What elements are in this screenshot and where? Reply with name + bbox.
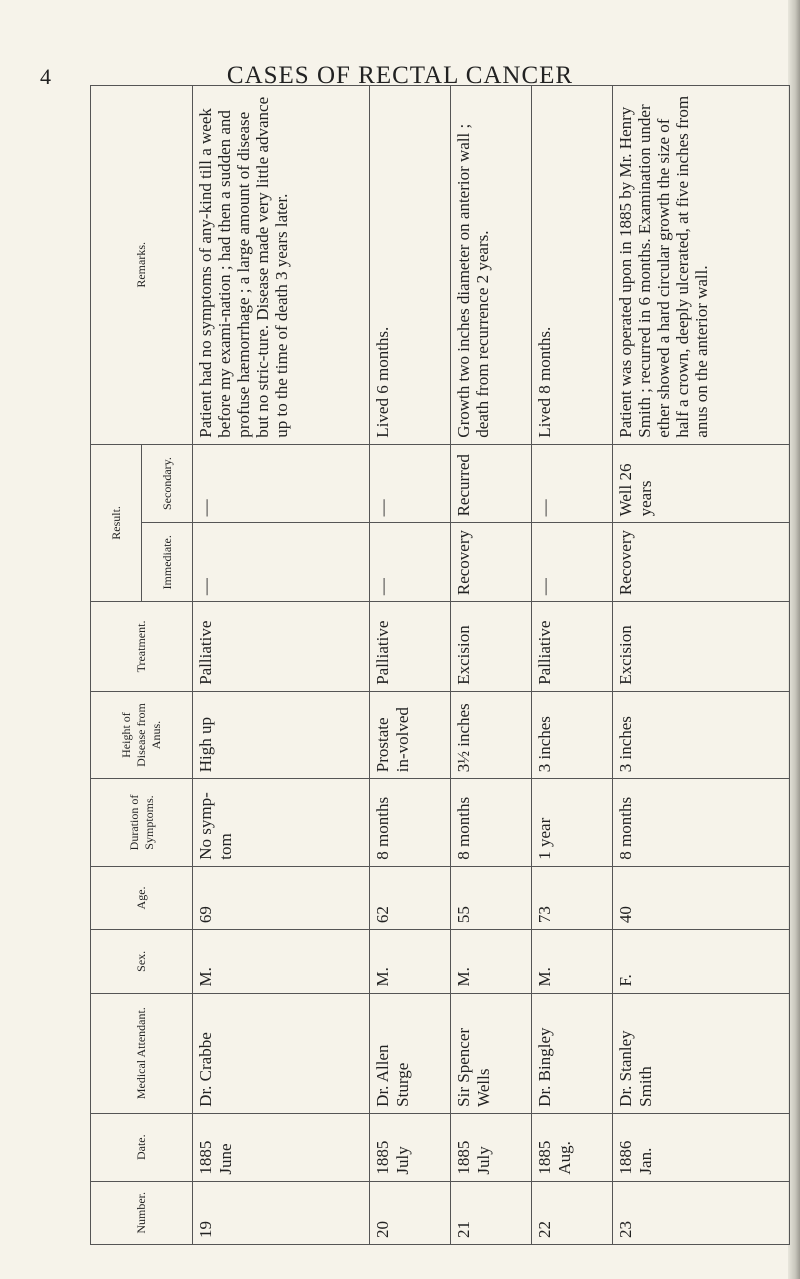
cell-duration: No symp-tom [193,779,370,866]
cell-age: 62 [369,866,450,929]
cell-height: High up [193,691,370,778]
table-header-row [91,86,142,1245]
table-row [193,86,370,1245]
cell-immediate: Recovery [613,523,790,602]
cell-date [369,1113,450,1181]
cell-secondary: — [193,444,370,523]
cell-immediate: — [532,523,613,602]
header-sex: Sex. [91,930,193,993]
cell-duration: 8 months [369,779,450,866]
header-remarks: Remarks. [91,86,193,445]
cell-attendant: Dr. Crabbe [193,993,370,1113]
cell-date-year: 1885 [196,1140,215,1175]
table-row [369,86,450,1245]
cell-secondary: Well 26 years [613,444,790,523]
cell-number: 19 [193,1181,370,1244]
cell-duration: 1 year [532,779,613,866]
header-attendant: Medical Attendant. [91,993,193,1113]
cell-age: 55 [450,866,531,929]
cell-immediate: — [193,523,370,602]
cell-immediate: Recovery [450,523,531,602]
cell-age: 69 [193,866,370,929]
cell-attendant: Dr. Stanley Smith [613,993,790,1113]
cell-remarks: Patient had no symptoms of any-kind till a week before my exami-nation ; had then a sudden and profuse hæmorrhage ; a large amount of disease but no stric-ture. Disease made very little advance up to the time of death 3 years later. [193,86,370,445]
cell-date-month: July [473,1146,493,1175]
cell-date-year: 1885 [372,1140,392,1175]
cell-sex: F. [613,930,790,993]
cell-age: 73 [532,866,613,929]
header-number: Number. [91,1181,193,1244]
cell-age: 40 [613,866,790,929]
cell-attendant: Dr. Bingley [532,993,613,1113]
cell-date-year: 1885 [535,1140,555,1175]
cell-height: 3½ inches [450,691,531,778]
header-secondary: Secondary. [142,444,193,523]
cell-treatment: Palliative [369,602,450,692]
header-date: Date. [91,1113,193,1181]
page-number: 4 [40,64,51,89]
table-row [450,86,531,1245]
cell-secondary: — [369,444,450,523]
cell-number: 20 [369,1181,450,1244]
cell-number: 23 [613,1181,790,1244]
cell-height: Prostate in-volved [369,691,450,778]
cell-remarks: Patient was operated upon in 1885 by Mr. Henry Smith ; recurred in 6 months. Examination under ether showed a hard circular growth the size of half a crown, deeply ulcerated, at five inches from anus on the anterior wall. [613,86,790,445]
cell-attendant: Dr. Allen Sturge [369,993,450,1113]
cell-treatment: Excision [613,602,790,692]
cell-date-month: June [216,1143,235,1175]
cell-sex: M. [532,930,613,993]
cell-date-year: 1885 [453,1140,473,1175]
cell-treatment: Palliative [193,602,370,692]
cell-secondary: — [532,444,613,523]
header-immediate: Immediate. [142,523,193,602]
header-age: Age. [91,866,193,929]
cell-date [613,1113,790,1181]
cell-treatment: Palliative [532,602,613,692]
header-height: Height of Disease from Anus. [91,691,193,778]
cell-date [450,1113,531,1181]
cell-date-month: Aug. [555,1141,575,1175]
cell-remarks: Growth two inches diameter on anterior wall ; death from recurrence 2 years. [450,86,531,445]
table-stage [90,85,790,1245]
cell-date [193,1113,370,1181]
header-treatment: Treatment. [91,602,193,692]
header-duration: Duration of Symptoms. [91,779,193,866]
table-row [532,86,613,1245]
cell-remarks: Lived 6 months. [369,86,450,445]
cell-date-month: July [392,1146,412,1175]
cell-sex: M. [193,930,370,993]
header-result: Result. [91,444,142,601]
cell-treatment: Excision [450,602,531,692]
cell-date [532,1113,613,1181]
cell-sex: M. [450,930,531,993]
cell-sex: M. [369,930,450,993]
cell-date-year: 1886 [616,1140,636,1175]
cell-date-month: Jan. [636,1147,656,1175]
cell-number: 21 [450,1181,531,1244]
rotated-table-wrapper [90,85,790,1245]
cell-remarks: Lived 8 months. [532,86,613,445]
running-title: CASES OF RECTAL CANCER [226,62,574,89]
table-row [613,86,790,1245]
cases-table [90,85,790,1245]
cell-secondary: Recurred [450,444,531,523]
cell-height: 3 inches [532,691,613,778]
cell-immediate: — [369,523,450,602]
cell-number: 22 [532,1181,613,1244]
cell-height: 3 inches [613,691,790,778]
cell-duration: 8 months [613,779,790,866]
cell-duration: 8 months [450,779,531,866]
cell-attendant: Sir Spencer Wells [450,993,531,1113]
